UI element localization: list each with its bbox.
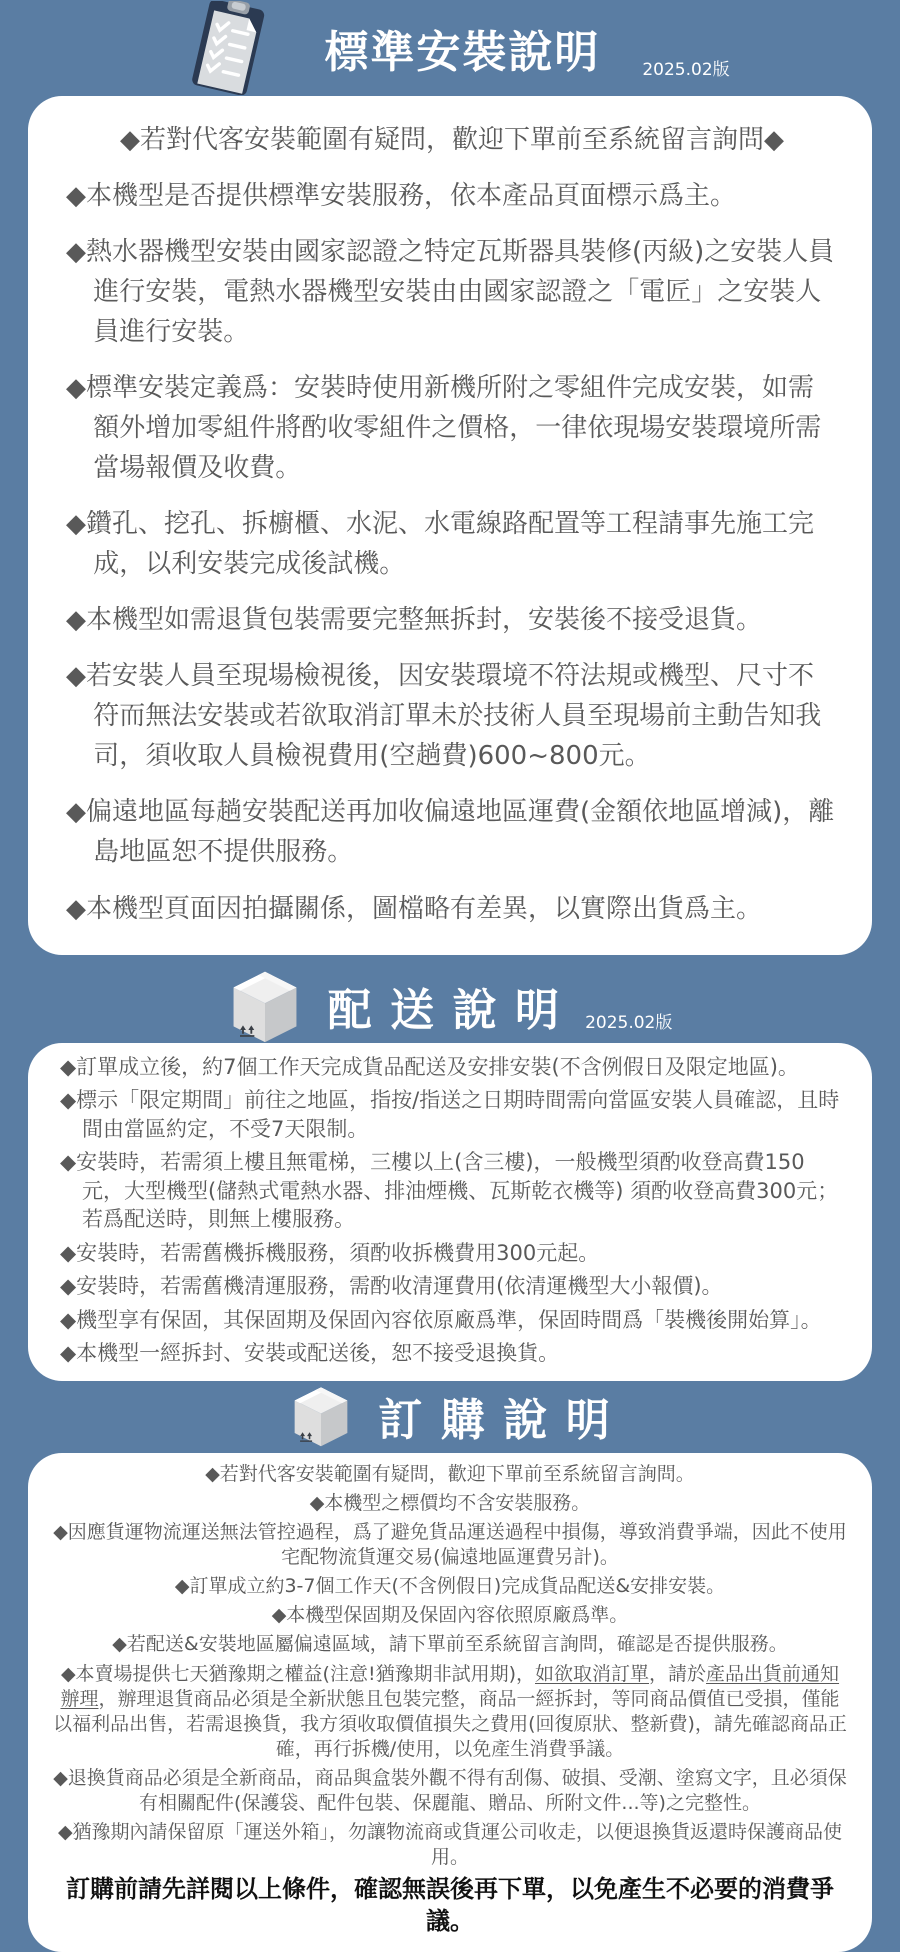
delivery-item: ◆訂單成立後，約7個工作天完成貨品配送及安排安裝(不含例假日及限定地區)。 xyxy=(60,1054,799,1079)
install-item: ◆本機型頁面因拍攝關係，圖檔略有差異，以實際出貨爲主。 xyxy=(66,893,762,924)
order-item: ◆退換貨商品必須是全新商品，商品與盒裝外觀不得有刮傷、破損、受潮、塗寫文字，且必須保有相關配件(保護袋、配件包裝、保麗龍、贈品、所附文件...等)之完整性。 xyxy=(53,1766,847,1814)
order-item: ◆因應貨運物流運送無法管控過程，爲了避免貨品運送過程中損傷，導致消費爭端，因此不使用宅配物流貨運交易(偏遠地區運費另計)。 xyxy=(53,1521,847,1569)
refund-text: ，請於 xyxy=(649,1662,707,1685)
install-item: ◆熱水器機型安裝由國家認證之特定瓦斯器具裝修(丙級)之安裝人員進行安裝，電熱水器機型安裝由由國家認證之「電匠」之安裝人員進行安裝。 xyxy=(66,237,835,348)
delivery-item: ◆安裝時，若需舊機拆機服務，須酌收拆機費用300元起。 xyxy=(60,1240,600,1265)
install-notice: ◆若對代客安裝範圍有疑問，歡迎下單前至系統留言詢問◆ xyxy=(120,125,784,155)
install-version: 2025.02版 xyxy=(642,60,730,80)
package-icon xyxy=(290,1384,352,1448)
install-title: 標準安裝說明 xyxy=(324,27,601,78)
delivery-card xyxy=(28,1043,872,1381)
refund-underline-notify: 產品出貨前通知辦理 xyxy=(60,1662,840,1710)
package-icon xyxy=(228,968,302,1044)
order-item: ◆本機型之標價均不含安裝服務。 xyxy=(309,1492,591,1515)
delivery-item: ◆安裝時，若需須上樓且無電梯，三樓以上(含三樓)，一般機型須酌收登高費150元，大型機型(儲熱式電熱水器、排油煙機、瓦斯乾衣機等) 須酌收登高費300元；若爲配送時，則無上樓服務。 xyxy=(60,1150,839,1232)
order-item: ◆本機型保固期及保固內容依照原廠爲準。 xyxy=(271,1604,629,1627)
delivery-item: ◆標示「限定期間」前往之地區，指按/指送之日期時間需向當區安裝人員確認，且時間由當區約定，不受7天限制。 xyxy=(60,1088,840,1141)
delivery-header xyxy=(0,969,900,1043)
order-item: ◆若配送&安裝地區屬偏遠區域，請下單前至系統留言詢問，確認是否提供服務。 xyxy=(112,1633,788,1656)
order-item: ◆猶豫期內請保留原「運送外箱」，勿讓物流商或貨運公司收走，以便退換貨返還時保護商品使用。 xyxy=(57,1821,843,1869)
order-card xyxy=(28,1453,872,1952)
order-footer: 訂購前請先詳閱以上條件，確認無誤後再下單，以免產生不必要的消費爭議。 xyxy=(66,1875,834,1935)
delivery-title: 配送說明 xyxy=(327,984,578,1036)
delivery-item: ◆安裝時，若需舊機清運服務，需酌收清運費用(依清運機型大小報價)。 xyxy=(60,1274,723,1299)
order-item-refund xyxy=(52,1662,848,1762)
install-item: ◆本機型是否提供標準安裝服務，依本產品頁面標示爲主。 xyxy=(66,181,736,212)
installation-card xyxy=(28,96,872,955)
order-item: ◆訂單成立約3-7個工作天(不含例假日)完成貨品配送&安排安裝。 xyxy=(174,1575,726,1598)
refund-text: ◆本賣場提供七天猶豫期之權益(注意!猶豫期非試用期)， xyxy=(60,1662,535,1685)
install-item: ◆標準安裝定義爲：安裝時使用新機所附之零組件完成安裝，如需額外增加零組件將酌收零組件之價格，一律依現場安裝環境所需當場報價及收費。 xyxy=(66,373,822,484)
refund-underline-cancel: 如欲取消訂單 xyxy=(535,1662,650,1685)
install-item: ◆偏遠地區每趟安裝配送再加收偏遠地區運費(金額依地區增減)，離島地區恕不提供服務。 xyxy=(66,797,835,868)
clipboard-icon xyxy=(170,1,282,95)
install-item: ◆若安裝人員至現場檢視後，因安裝環境不符法規或機型、尺寸不符而無法安裝或若欲取消訂單未於技術人員至現場前主動告知我司，須收取人員檢視費用(空趟費)600~800元。 xyxy=(66,661,822,772)
refund-text: ，辦理退貨商品必須是全新狀態且包裝完整，商品一經拆封，等同商品價值已受損，僅能以福利品出售，若需退換貨，我方須收取價值損失之費用(回復原狀、整新費)，請先確認商品正確，再行拆機/使用，以免產生消費爭議。 xyxy=(53,1687,847,1760)
order-header xyxy=(0,1385,900,1447)
order-title: 訂購說明 xyxy=(378,1395,629,1446)
delivery-item: ◆本機型一經拆封、安裝或配送後，恕不接受退換貨。 xyxy=(60,1341,560,1366)
delivery-version: 2025.02版 xyxy=(585,1012,673,1033)
install-header xyxy=(0,0,900,96)
delivery-item: ◆機型享有保固，其保固期及保固內容依原廠爲準，保固時間爲「裝機後開始算」。 xyxy=(60,1307,822,1332)
install-item: ◆本機型如需退貨包裝需要完整無拆封，安裝後不接受退貨。 xyxy=(66,605,762,636)
install-item: ◆鑽孔、挖孔、拆櫥櫃、水泥、水電線路配置等工程請事先施工完成，以利安裝完成後試機。 xyxy=(66,509,814,580)
order-item: ◆若對代客安裝範圍有疑問，歡迎下單前至系統留言詢問。 xyxy=(205,1463,695,1485)
